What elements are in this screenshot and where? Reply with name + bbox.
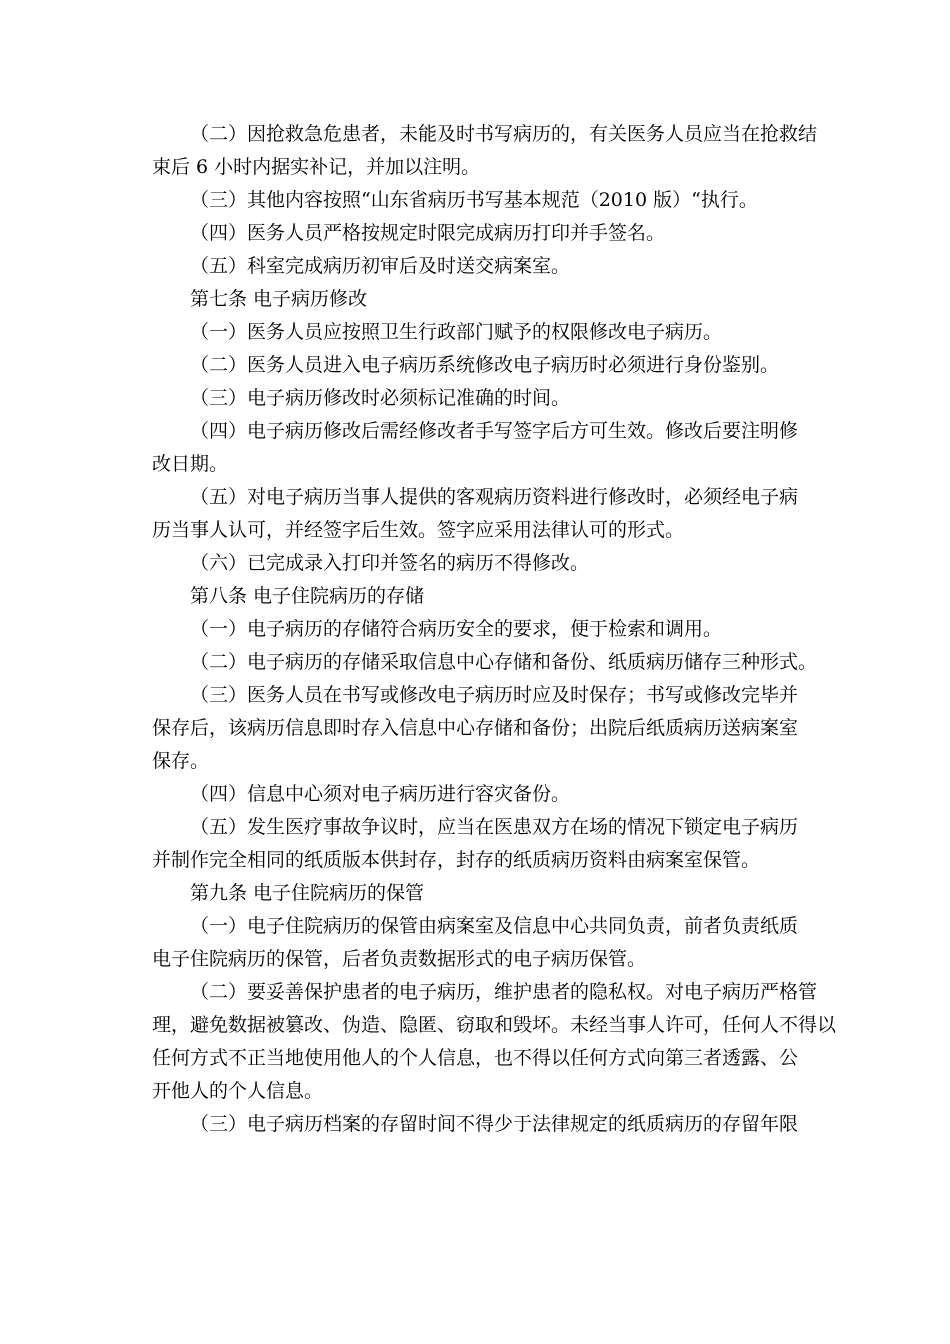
paragraph-first-line: （二）要妥善保护患者的电子病历，维护患者的隐私权。对电子病历严格管 — [190, 981, 818, 1003]
paragraph-first-line: 第七条 电子病历修改 — [190, 288, 368, 310]
paragraph — [152, 184, 800, 217]
paragraph-line: 束后 6 小时内据实补记，并加以注明。 — [152, 156, 481, 178]
paragraph-first-line: （二）电子病历的存储采取信息中心存储和备份、纸质病历储存三种形式。 — [190, 651, 818, 673]
paragraph-first-line: （六）已完成录入打印并签名的病历不得修改。 — [190, 552, 590, 574]
paragraph-first-line: （四）信息中心须对电子病历进行容灾备份。 — [190, 783, 571, 805]
paragraph-line: 历当事人认可，并经签字后生效。签字应采用法律认可的形式。 — [152, 519, 685, 541]
paragraph-line: 保存后，该病历信息即时存入信息中心存储和备份；出院后纸质病历送病案室 — [152, 717, 799, 739]
paragraph-first-line: （三）其他内容按照“山东省病历书写基本规范（2010 版）“执行。 — [190, 189, 758, 211]
paragraph — [152, 316, 800, 349]
paragraph — [152, 481, 800, 547]
paragraph — [152, 976, 837, 1108]
paragraph — [152, 778, 800, 811]
paragraph-line: 改日期。 — [152, 453, 229, 475]
paragraph-first-line: （五）发生医疗事故争议时，应当在医患双方在场的情况下锁定电子病历 — [190, 816, 799, 838]
paragraph-line: 并制作完全相同的纸质版本供封存，封存的纸质病历资料由病案室保管。 — [152, 849, 761, 871]
paragraph-first-line: （一）医务人员应按照卫生行政部门赋予的权限修改电子病历。 — [190, 321, 723, 343]
paragraph-first-line: （二）因抢救急危患者，未能及时书写病历的，有关医务人员应当在抢救结 — [190, 123, 818, 145]
paragraph — [152, 877, 800, 910]
paragraph — [152, 679, 800, 778]
paragraph-line: 开他人的个人信息。 — [152, 1080, 324, 1102]
paragraph-first-line: （三）电子病历修改时必须标记准确的时间。 — [190, 387, 571, 409]
paragraph-first-line: （五）科室完成病历初审后及时送交病案室。 — [190, 255, 571, 277]
paragraph-line: 电子住院病历的保管，后者负责数据形式的电子病历保管。 — [152, 948, 647, 970]
paragraph-line: 理，避免数据被篡改、伪造、隐匿、窃取和毁坏。未经当事人许可，任何人不得以 — [152, 1014, 837, 1036]
paragraph — [152, 382, 800, 415]
paragraph-first-line: 第九条 电子住院病历的保管 — [190, 882, 425, 904]
paragraph-first-line: （一）电子病历的存储符合病历安全的要求，便于检索和调用。 — [190, 618, 723, 640]
paragraph — [152, 118, 818, 184]
paragraph — [152, 250, 800, 283]
paragraph — [152, 646, 818, 679]
paragraph — [152, 415, 800, 481]
paragraph-first-line: （四）医务人员严格按规定时限完成病历打印并手签名。 — [190, 222, 666, 244]
paragraph-first-line: 第八条 电子住院病历的存储 — [190, 585, 425, 607]
paragraph — [152, 217, 800, 250]
paragraph — [152, 283, 800, 316]
paragraph — [152, 1108, 800, 1141]
paragraph — [152, 613, 800, 646]
paragraph-first-line: （三）医务人员在书写或修改电子病历时应及时保存；书写或修改完毕并 — [190, 684, 799, 706]
paragraph-line: 任何方式不正当地使用他人的个人信息，也不得以任何方式向第三者透露、公 — [152, 1047, 799, 1069]
paragraph-first-line: （四）电子病历修改后需经修改者手写签字后方可生效。修改后要注明修 — [190, 420, 799, 442]
paragraph-first-line: （一）电子住院病历的保管由病案室及信息中心共同负责，前者负责纸质 — [190, 915, 799, 937]
paragraph — [152, 547, 800, 580]
paragraph — [152, 910, 800, 976]
paragraph-line: 保存。 — [152, 750, 210, 772]
paragraph — [152, 811, 800, 877]
paragraph-first-line: （二）医务人员进入电子病历系统修改电子病历时必须进行身份鉴别。 — [190, 354, 780, 376]
paragraph — [152, 349, 800, 382]
paragraph-first-line: （三）电子病历档案的存留时间不得少于法律规定的纸质病历的存留年限 — [190, 1113, 799, 1135]
document-body — [152, 118, 837, 1141]
paragraph — [152, 580, 800, 613]
paragraph-first-line: （五）对电子病历当事人提供的客观病历资料进行修改时，必须经电子病 — [190, 486, 799, 508]
